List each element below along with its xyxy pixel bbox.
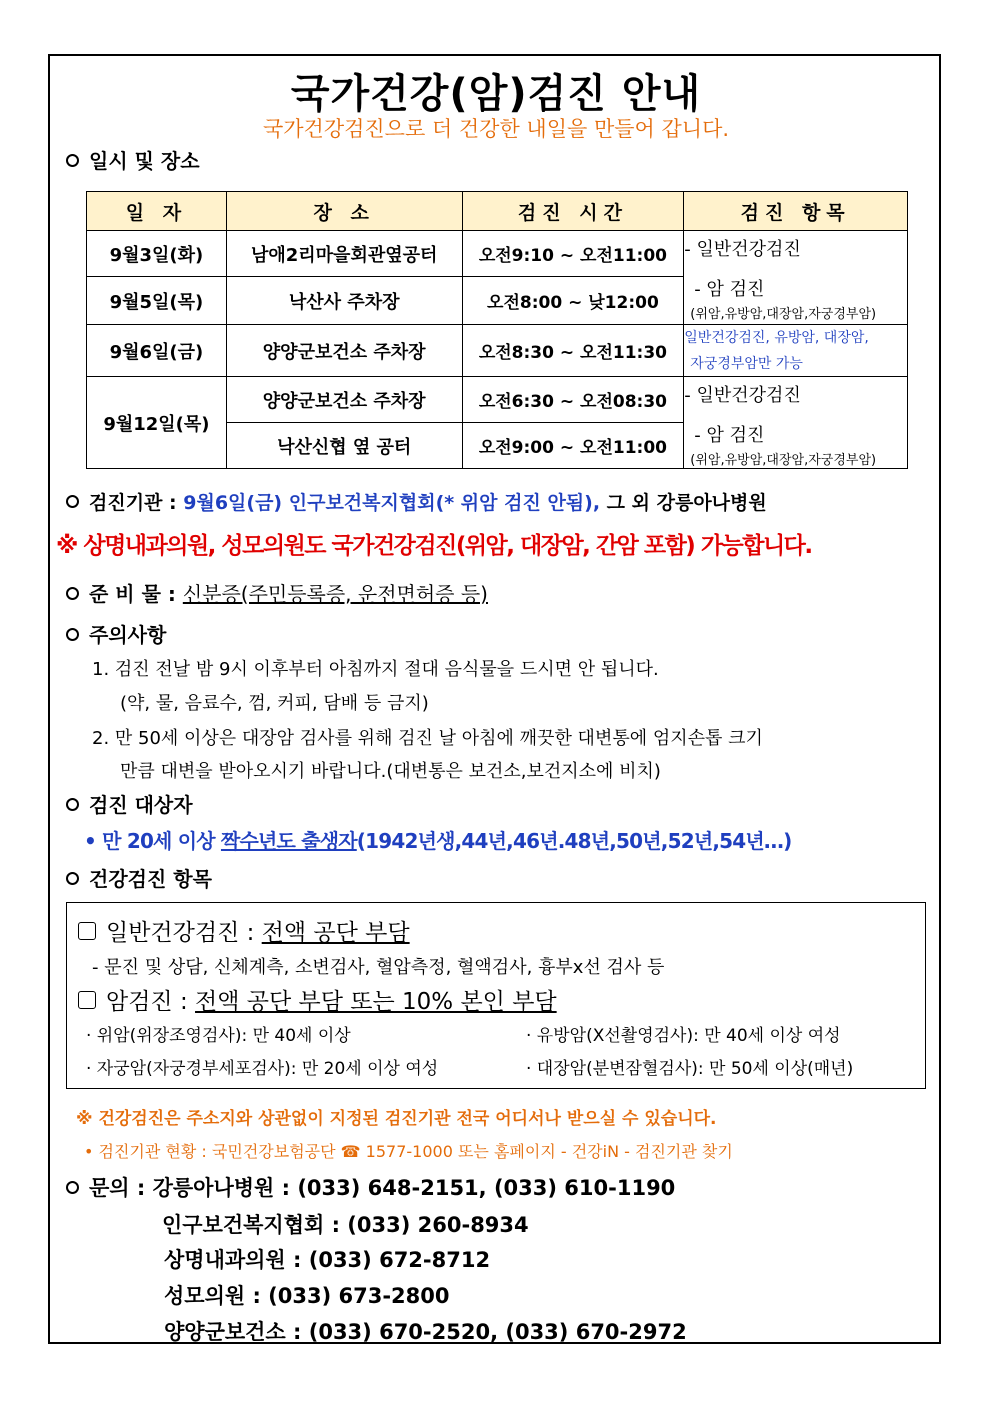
row-time: 오전8:30 ~ 오전11:30 [462, 325, 684, 377]
caution-item-2: 2. 만 50세 이상은 대장암 검사를 위해 검진 날 아침에 깨끗한 대변통에 엄지손톱 크기 [92, 728, 763, 749]
col-header-place: 장 소 [226, 192, 462, 231]
col-header-date: 일 자 [87, 192, 227, 231]
row-date: 9월5일(목) [87, 277, 227, 325]
checkbox-icon [78, 922, 96, 940]
cancer-item-colon: · 대장암(분변잠혈검사): 만 50세 이상(매년) [526, 1059, 854, 1079]
prep-line: 준 비 물 : 신분증(주민등록증, 운전면허증 등) [66, 578, 488, 607]
row-place: 양양군보건소 주차장 [226, 325, 462, 377]
contact-line-1: 문의 : 강릉아나병원 : (033) 648-2151, (033) 610-1190 [66, 1172, 675, 1202]
caution-item-1-detail: (약, 물, 음료수, 껌, 커피, 담배 등 금지) [120, 693, 429, 714]
cancer-item-cervical: · 자궁암(자궁경부세포검사): 만 20세 이상 여성 [86, 1059, 439, 1079]
table-row [87, 325, 908, 377]
cancer-item-stomach: · 위암(위장조영검사): 만 40세 이상 [86, 1026, 351, 1046]
page-subtitle: 국가건강검진으로 더 건강한 내일을 만들어 갑니다. [262, 117, 730, 141]
contact-line-4: 성모의원 : (033) 673-2800 [164, 1284, 450, 1308]
note-institution-lookup: • 검진기관 현황 : 국민건강보험공단 ☎ 1577-1000 또는 홈페이지 - 건강iN - 검진기관 찾기 [84, 1142, 733, 1161]
general-checkup-detail: - 문진 및 상담, 신체계측, 소변검사, 혈압측정, 혈액검사, 흉부x선 검사 등 [92, 957, 665, 978]
section-schedule-heading: 일시 및 장소 [66, 145, 200, 174]
page-title: 국가건강(암)검진 안내 [290, 71, 702, 117]
institution-line: 검진기관 : 9월6일(금) 인구보건복지협회(* 위암 검진 안됨), 그 외 강릉아나병원 [66, 488, 767, 515]
target-heading: 검진 대상자 [66, 789, 193, 818]
circle-bullet-icon [66, 154, 79, 167]
circle-bullet-icon [66, 798, 79, 811]
row-items: 일반건강검진, 유방암, 대장암, 자궁경부암만 가능 [684, 325, 908, 377]
table-header-row [87, 192, 908, 231]
table-row [87, 231, 908, 277]
table-row [87, 377, 908, 423]
row-time: 오전9:00 ~ 오전11:00 [462, 423, 684, 469]
row-place: 낙산신협 옆 공터 [226, 423, 462, 469]
row-items: - 일반건강검진 - 암 검진 (위암,유방암,대장암,자궁경부암) [684, 231, 908, 325]
caution-heading: 주의사항 [66, 619, 166, 648]
row-date: 9월6일(금) [87, 325, 227, 377]
circle-bullet-icon [66, 872, 79, 885]
caution-item-2-detail: 만큼 대변을 받아오시기 바랍니다.(대변통은 보건소,보건지소에 비치) [120, 761, 661, 782]
contact-line-3: 상명내과의원 : (033) 672-8712 [164, 1248, 491, 1272]
items-heading: 건강검진 항목 [66, 863, 212, 892]
circle-bullet-icon [66, 628, 79, 641]
circle-bullet-icon [66, 1181, 79, 1194]
row-date: 9월3일(화) [87, 231, 227, 277]
row-place: 양양군보건소 주차장 [226, 377, 462, 423]
caution-item-1: 1. 검진 전날 밤 9시 이후부터 아침까지 절대 음식물을 드시면 안 됩니다. [92, 659, 659, 680]
row-place: 남애2리마을회관옆공터 [226, 231, 462, 277]
target-line: • 만 20세 이상 짝수년도 출생자(1942년생,44년,46년.48년,50년,52년,54년…) [84, 829, 792, 853]
col-header-items: 검진 항목 [684, 192, 908, 231]
schedule-table [86, 191, 908, 469]
contact-line-5: 양양군보건소 : (033) 670-2520, (033) 670-2972 [164, 1320, 687, 1344]
cancer-item-breast: · 유방암(X선촬영검사): 만 40세 이상 여성 [526, 1026, 841, 1046]
circle-bullet-icon [66, 495, 79, 508]
row-place: 낙산사 주차장 [226, 277, 462, 325]
general-checkup-line: 일반건강검진 : 전액 공단 부담 [78, 914, 410, 947]
row-items: - 일반건강검진 - 암 검진 (위암,유방암,대장암,자궁경부암) [684, 377, 908, 469]
row-date: 9월12일(목) [87, 377, 227, 469]
checkbox-icon [78, 991, 96, 1009]
note-anywhere: ※ 건강검진은 주소지와 상관없이 지정된 검진기관 전국 어디서나 받으실 수 있습니다. [76, 1109, 717, 1129]
row-time: 오전8:00 ~ 낮12:00 [462, 277, 684, 325]
col-header-time: 검진 시간 [462, 192, 684, 231]
row-time: 오전9:10 ~ 오전11:00 [462, 231, 684, 277]
row-time: 오전6:30 ~ 오전08:30 [462, 377, 684, 423]
cancer-checkup-line: 암검진 : 전액 공단 부담 또는 10% 본인 부담 [78, 983, 557, 1016]
notice-red: ※ 상명내과의원, 성모의원도 국가건강검진(위암, 대장암, 간암 포함) 가능합니다. [56, 533, 812, 559]
circle-bullet-icon [66, 587, 79, 600]
contact-line-2: 인구보건복지협회 : (033) 260-8934 [162, 1213, 529, 1237]
